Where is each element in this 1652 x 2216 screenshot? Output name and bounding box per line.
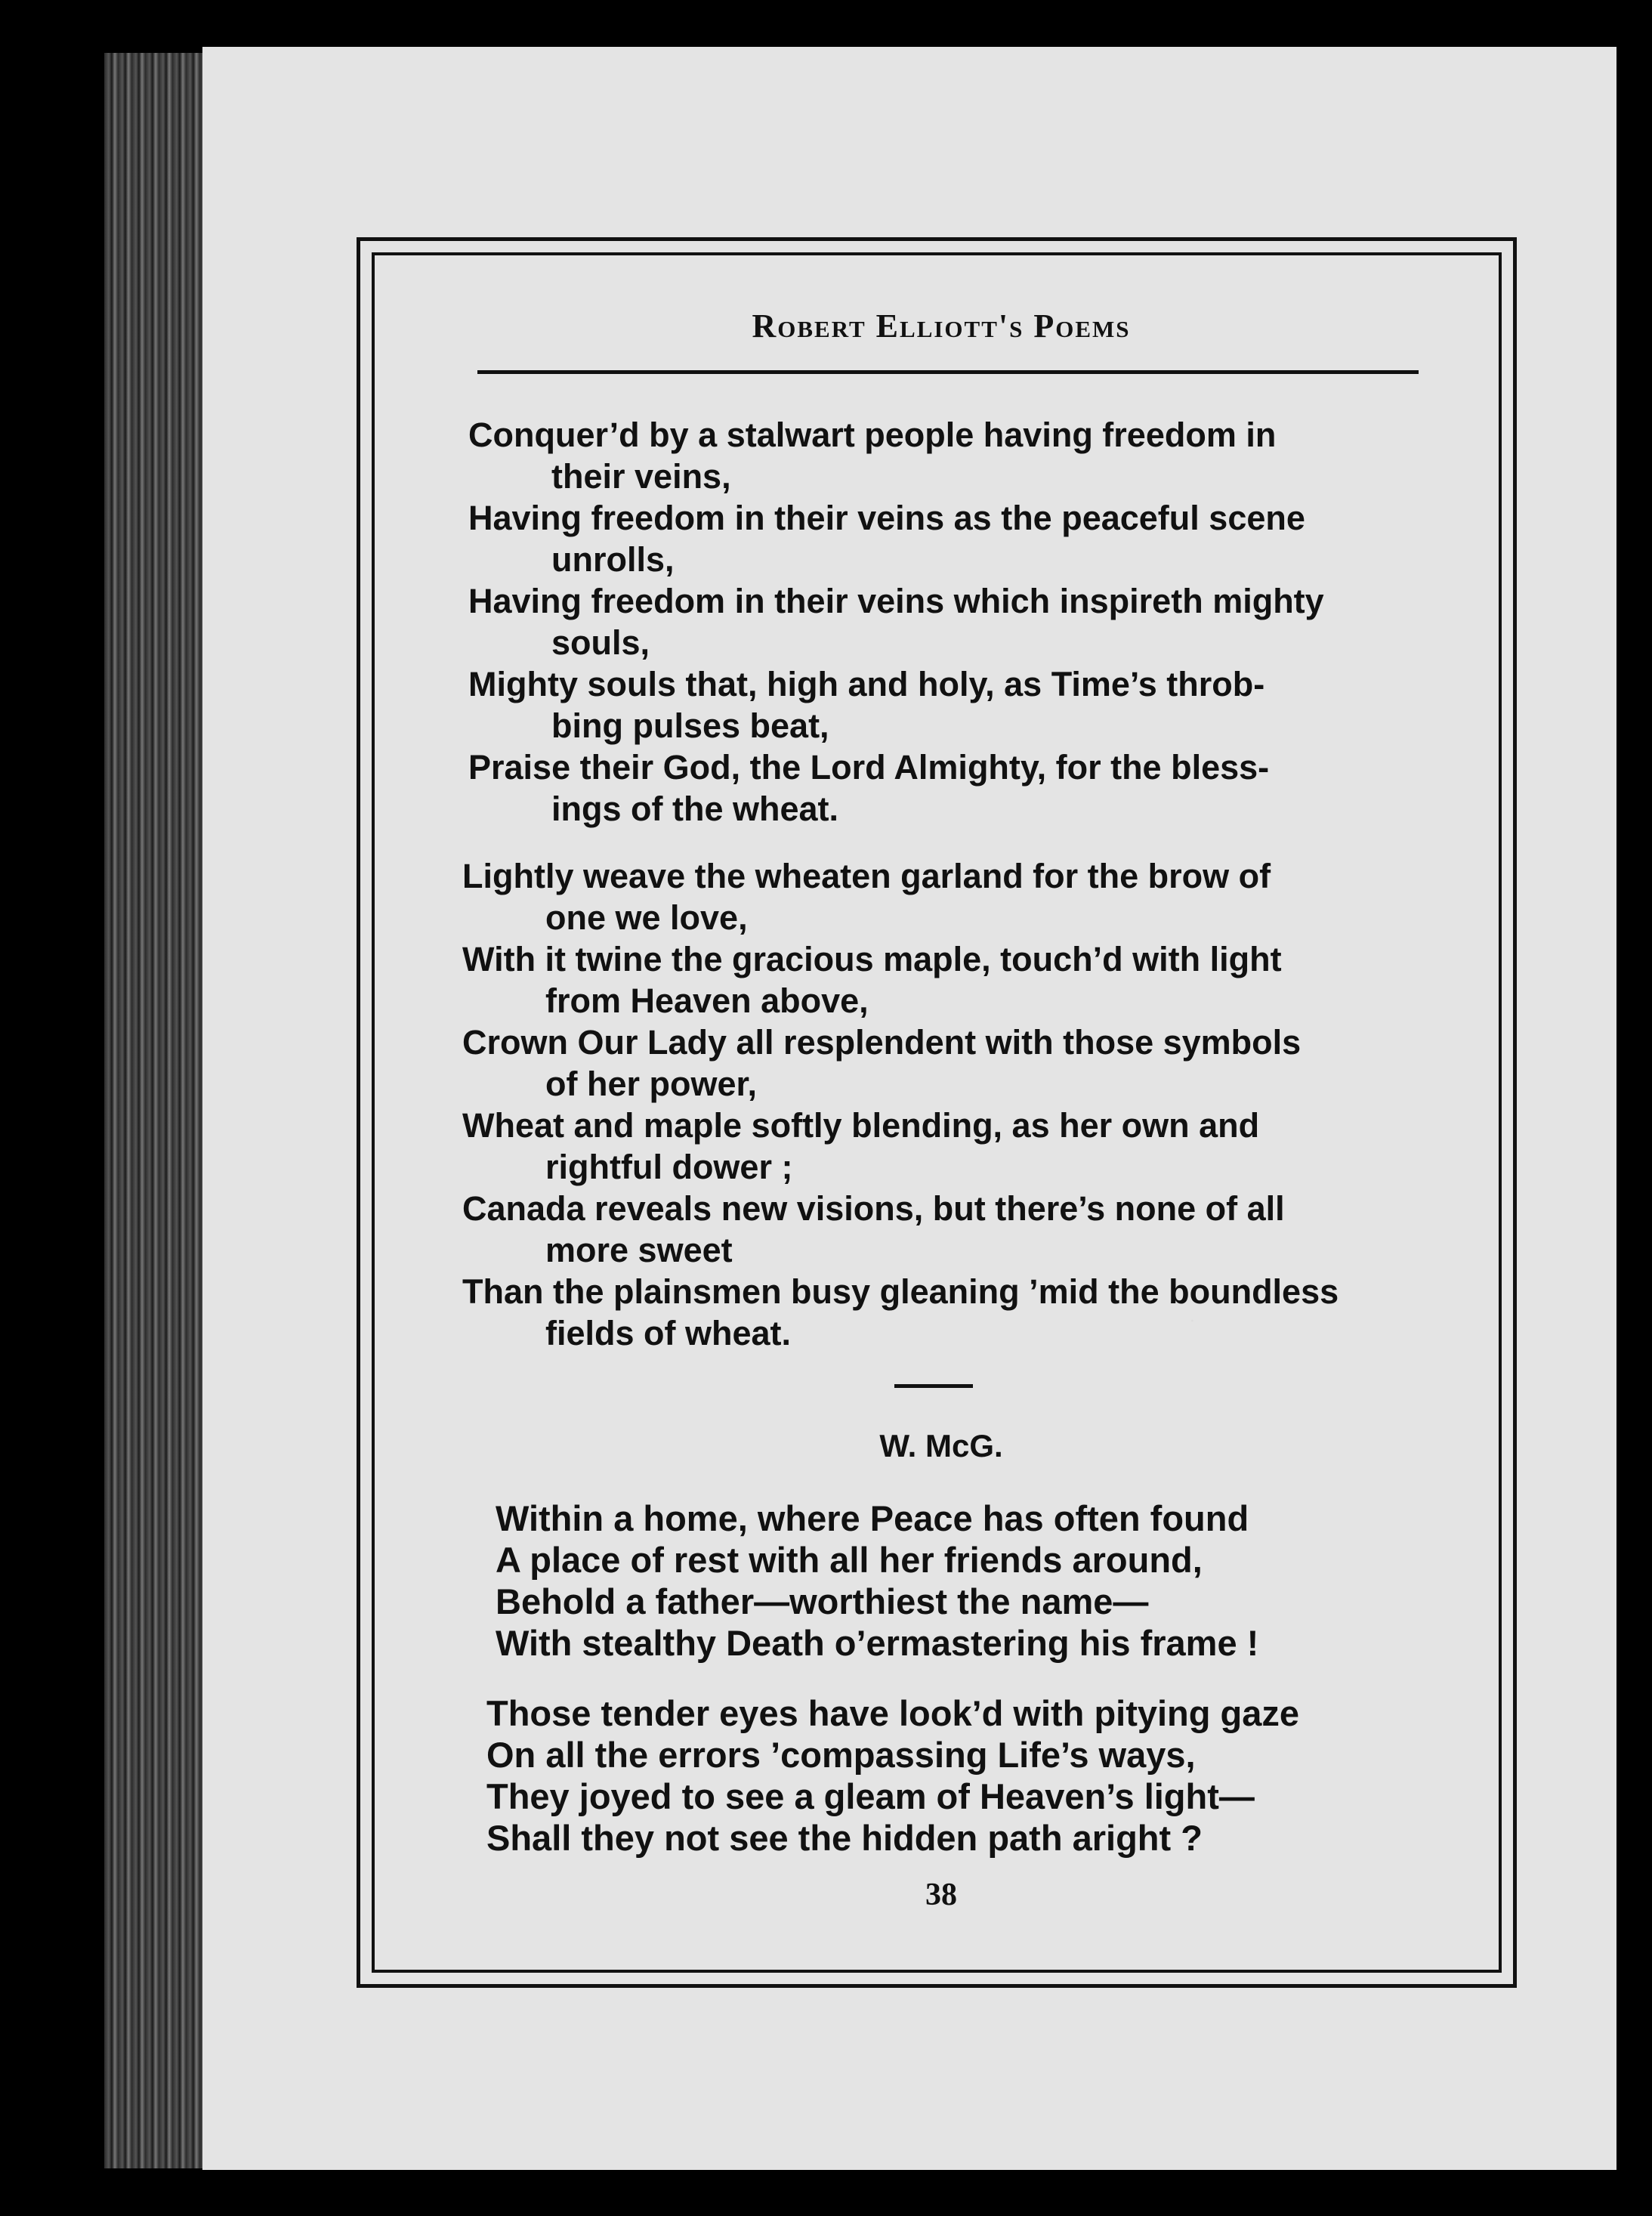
page-number: 38 (925, 1878, 957, 1912)
verse-line: from Heaven above, (545, 981, 869, 1020)
poem-line: On all the errors ’compassing Life’s ways, (486, 1735, 1196, 1775)
verse-line: souls, (551, 623, 650, 662)
poem-line: Within a home, where Peace has often found (496, 1498, 1249, 1538)
verse-line: With it twine the gracious maple, touch’d with light (462, 940, 1282, 978)
verse-line: Than the plainsmen busy gleaning ’mid the boundless (462, 1272, 1339, 1311)
stanza-2 (462, 855, 1422, 1354)
verse-line: of her power, (545, 1065, 758, 1103)
section-divider (894, 1384, 973, 1388)
verse-line: bing pulses beat, (551, 706, 829, 745)
verse-line: Conquer’d by a stalwart people having freedom in (468, 416, 1277, 454)
verse-line: unrolls, (551, 540, 675, 579)
verse-line: Having freedom in their veins as the peaceful scene (468, 499, 1305, 537)
stanza-1 (468, 414, 1422, 830)
verse-line: Wheat and maple softly blending, as her own and (462, 1106, 1260, 1145)
poem-line: A place of rest with all her friends around, (496, 1540, 1203, 1580)
author-heading: W. McG. (879, 1428, 1003, 1463)
verse-line: Lightly weave the wheaten garland for the brow of (462, 857, 1271, 895)
verse-line: Canada reveals new visions, but there’s none of all (462, 1189, 1285, 1228)
poem-line: They joyed to see a gleam of Heaven’s light— (486, 1776, 1255, 1816)
verse-line: more sweet (545, 1231, 733, 1269)
book-spine (104, 53, 202, 2168)
poem-stanza-1 (496, 1497, 1258, 1664)
verse-line: Praise their God, the Lord Almighty, for the bless- (468, 748, 1270, 787)
verse-line: their veins, (551, 457, 731, 496)
verse-line: ings of the wheat. (551, 790, 839, 828)
verse-line: one we love, (545, 898, 748, 937)
poem-line: With stealthy Death o’ermastering his frame ! (496, 1623, 1259, 1663)
poem-stanza-2 (486, 1692, 1299, 1859)
verse-line: fields of wheat. (545, 1314, 792, 1352)
verse-line: Mighty souls that, high and holy, as Time’s throb- (468, 665, 1265, 703)
verse-line: rightful dower ; (545, 1148, 793, 1186)
poem-line: Behold a father—worthiest the name— (496, 1581, 1149, 1621)
poem-line: Shall they not see the hidden path aright ? (486, 1818, 1203, 1858)
verse-line: Crown Our Lady all resplendent with those symbols (462, 1023, 1302, 1062)
running-head: Robert Elliott's Poems (752, 308, 1131, 345)
verse-line: Having freedom in their veins which inspireth mighty (468, 582, 1324, 620)
poem-line: Those tender eyes have look’d with pitying gaze (486, 1693, 1300, 1733)
header-rule (477, 370, 1419, 374)
